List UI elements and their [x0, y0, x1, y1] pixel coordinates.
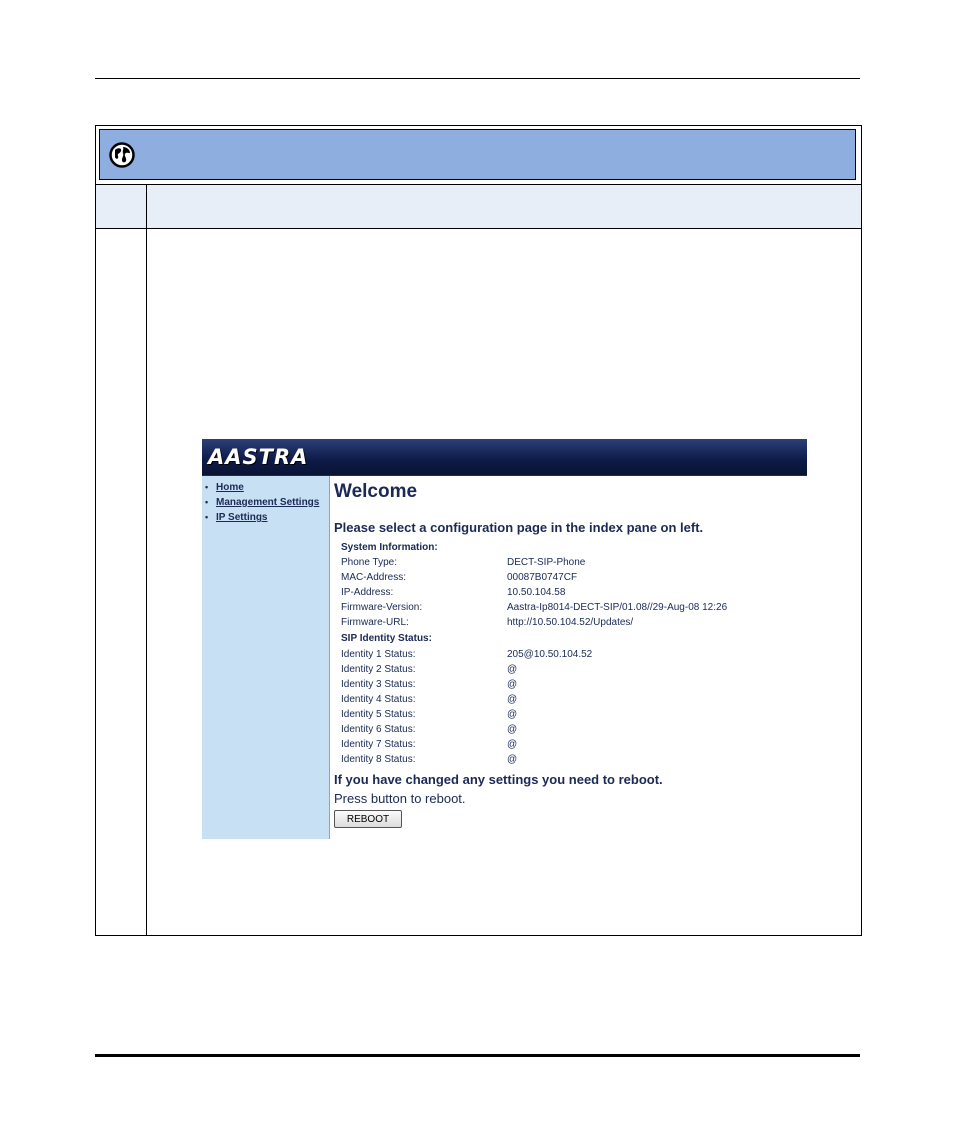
reboot-message: If you have changed any settings you need to reboot. [334, 772, 663, 787]
globe-icon [109, 142, 135, 168]
info-row [341, 585, 801, 600]
main-content [334, 476, 804, 839]
identity-row [341, 722, 801, 737]
press-message: Press button to reboot. [334, 791, 466, 806]
info-value: 00087B0747CF [507, 572, 578, 583]
identity-label: Identity 5 Status: [341, 709, 416, 720]
bullet-icon: • [205, 482, 209, 492]
info-value: http://10.50.104.52/Updates/ [507, 617, 634, 628]
identity-label: Identity 2 Status: [341, 664, 416, 675]
info-label: Phone Type: [341, 557, 397, 568]
aastra-logo: AASTRA [208, 445, 309, 469]
identity-label: Identity 6 Status: [341, 724, 416, 735]
nav-list [202, 476, 329, 525]
sip-identity-heading: SIP Identity Status: [341, 633, 432, 644]
identity-label: Identity 8 Status: [341, 754, 416, 765]
info-label: MAC-Address: [341, 572, 407, 583]
table-header-row [96, 185, 861, 229]
identity-value: @ [507, 664, 518, 675]
info-row [341, 570, 801, 585]
identity-row [341, 662, 801, 677]
identity-value: @ [507, 754, 518, 765]
step-column-divider [146, 185, 147, 935]
info-value: Aastra-Ip8014-DECT-SIP/01.08//29-Aug-08 12:26 [507, 602, 728, 613]
header-rule [95, 78, 860, 79]
select-message: Please select a configuration page in the index pane on left. [334, 520, 704, 535]
identity-row [341, 737, 801, 752]
info-row [341, 600, 801, 615]
identity-value: @ [507, 694, 518, 705]
identity-row [341, 647, 801, 662]
identity-value: @ [507, 679, 518, 690]
info-row [341, 615, 801, 630]
identity-label: Identity 1 Status: [341, 649, 416, 660]
nav-link-ip-settings[interactable]: IP Settings [216, 512, 268, 523]
identity-label: Identity 3 Status: [341, 679, 416, 690]
identity-value: @ [507, 739, 518, 750]
bullet-icon: • [205, 512, 209, 522]
info-row [341, 555, 801, 570]
info-value: 10.50.104.58 [507, 587, 566, 598]
info-label: Firmware-Version: [341, 602, 423, 613]
page-title: Welcome [334, 481, 418, 502]
reboot-button[interactable]: REBOOT [334, 810, 402, 828]
table-banner [96, 126, 861, 185]
identity-row [341, 692, 801, 707]
bullet-icon: • [205, 497, 209, 507]
aastra-banner [202, 439, 807, 476]
identity-label: Identity 7 Status: [341, 739, 416, 750]
footer-rule [95, 1054, 860, 1057]
identity-label: Identity 4 Status: [341, 694, 416, 705]
nav-link-management-settings[interactable]: Management Settings [216, 497, 320, 508]
identity-value: 205@10.50.104.52 [507, 649, 593, 660]
table-banner-fill [99, 129, 856, 180]
identity-value: @ [507, 724, 518, 735]
index-pane [202, 476, 330, 839]
identity-row [341, 752, 801, 767]
identity-row [341, 677, 801, 692]
identity-value: @ [507, 709, 518, 720]
info-label: Firmware-URL: [341, 617, 409, 628]
nav-link-home[interactable]: Home [216, 482, 244, 493]
nav-item-home [202, 480, 329, 495]
identity-row [341, 707, 801, 722]
procedure-table [95, 125, 862, 936]
nav-item-management-settings [202, 495, 329, 510]
system-info-heading: System Information: [341, 542, 438, 553]
info-label: IP-Address: [341, 587, 394, 598]
web-ui-screenshot [202, 439, 807, 839]
info-value: DECT-SIP-Phone [507, 557, 586, 568]
nav-item-ip-settings [202, 510, 329, 525]
